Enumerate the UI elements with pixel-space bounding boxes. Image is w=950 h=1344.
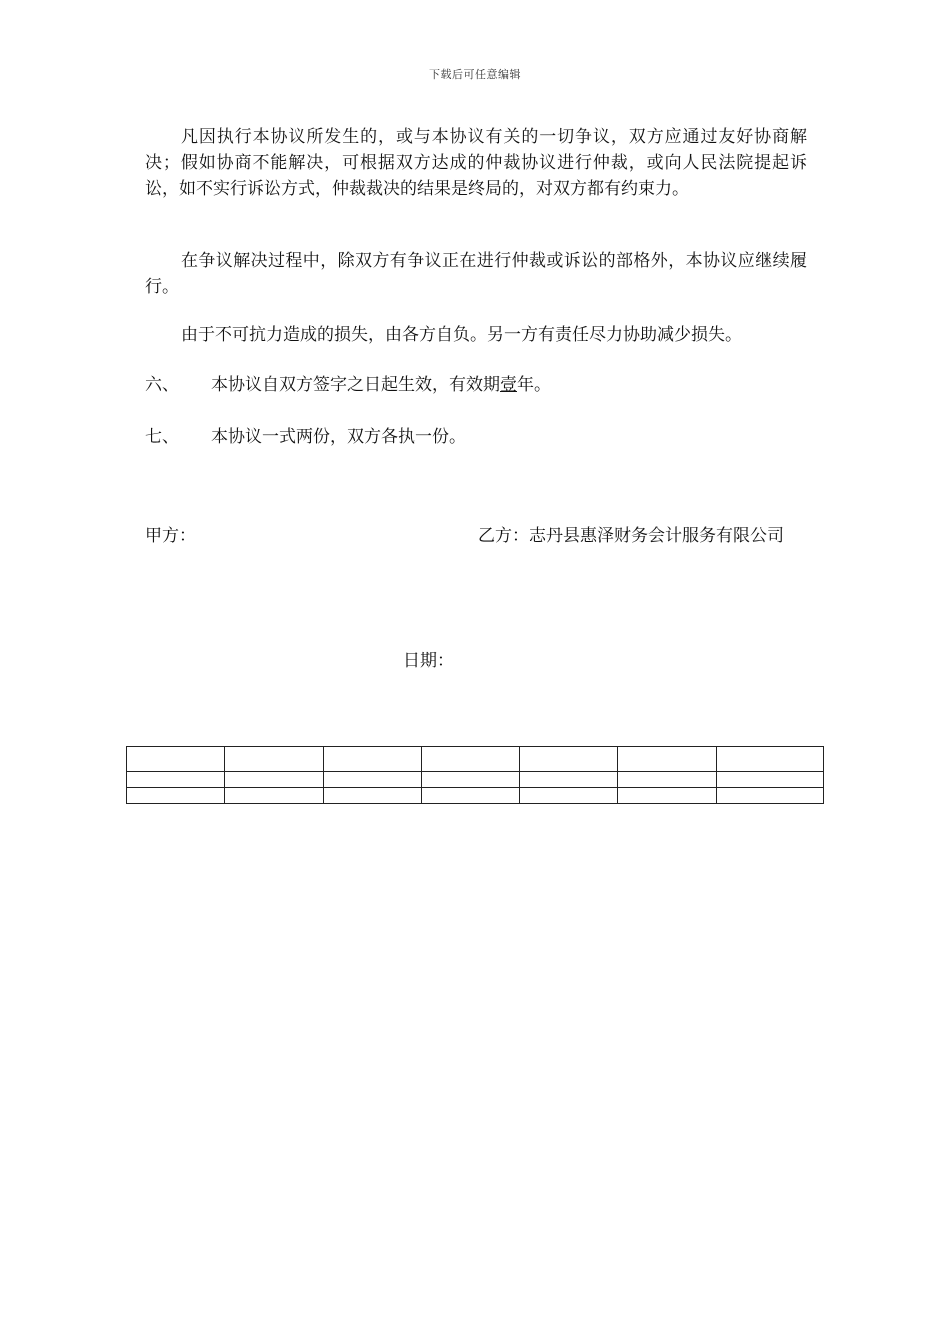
table-cell — [618, 772, 717, 788]
dispute-resolution-paragraph: 凡因执行本协议所发生的，或与本协议有关的一切争议，双方应通过友好协商解决；假如协商不能解决，可根据双方达成的仲裁协议进行仲裁，或向人民法院提起诉讼，如不实行诉讼方式，仲裁裁决的结果是终局的，对双方都有约束力。 — [145, 127, 807, 199]
header-note: 下载后可任意编辑 — [429, 68, 521, 81]
table-cell — [618, 747, 717, 772]
clause-six-number: 六、 — [145, 375, 179, 395]
table-cell — [127, 747, 225, 772]
table-cell — [422, 772, 520, 788]
clause-seven — [145, 424, 466, 450]
date-label: 日期： — [403, 651, 454, 671]
table-cell — [717, 772, 824, 788]
table-cell — [717, 747, 824, 772]
table-cell — [422, 788, 520, 804]
empty-table — [126, 746, 824, 804]
table-cell — [127, 788, 225, 804]
clause-six — [145, 372, 551, 398]
table-cell — [324, 772, 422, 788]
table-cell — [422, 747, 520, 772]
table-cell — [127, 772, 225, 788]
table-cell — [324, 788, 422, 804]
table-cell — [225, 788, 324, 804]
table-cell — [618, 788, 717, 804]
party-a-label: 甲方： — [145, 526, 196, 546]
table-cell — [520, 772, 618, 788]
table-row — [127, 772, 824, 788]
table-cell — [225, 772, 324, 788]
party-b-name: 乙方：志丹县惠泽财务会计服务有限公司 — [478, 526, 784, 546]
validity-term-value: 壹 — [500, 375, 517, 395]
table-cell — [717, 788, 824, 804]
table-cell — [520, 747, 618, 772]
table-cell — [520, 788, 618, 804]
table-cell — [324, 747, 422, 772]
clause-six-text-end: 年。 — [517, 375, 551, 395]
table-row — [127, 788, 824, 804]
force-majeure-paragraph: 由于不可抗力造成的损失，由各方自负。另一方有责任尽力协助减少损失。 — [181, 325, 742, 345]
clause-seven-number: 七、 — [145, 427, 179, 447]
table-row — [127, 747, 824, 772]
clause-seven-text: 本协议一式两份，双方各执一份。 — [211, 427, 466, 447]
continued-performance-paragraph: 在争议解决过程中，除双方有争议正在进行仲裁或诉讼的部格外，本协议应继续履行。 — [145, 251, 807, 297]
clause-six-text: 本协议自双方签字之日起生效，有效期 — [211, 375, 500, 395]
table-cell — [225, 747, 324, 772]
